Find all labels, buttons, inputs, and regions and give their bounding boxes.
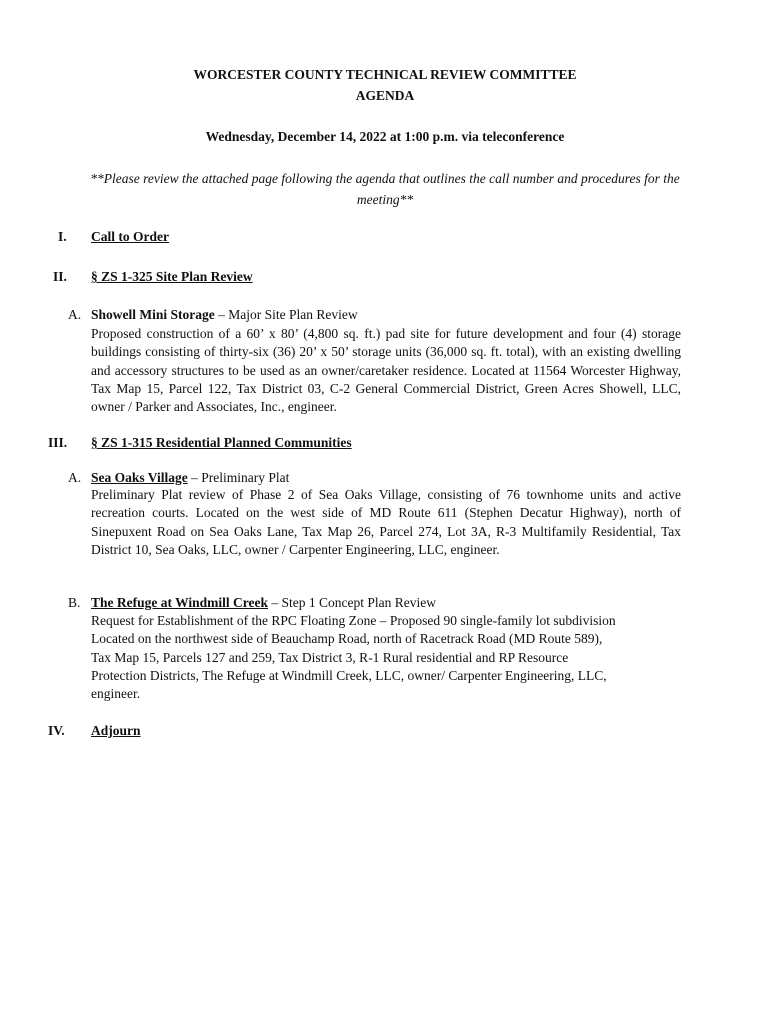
section-title-call-to-order: Call to Order xyxy=(91,229,169,244)
project-name: Sea Oaks Village xyxy=(91,470,188,485)
description-line: Request for Establishment of the RPC Floating Zone – Proposed 90 single-family lot subdivision xyxy=(91,613,616,628)
meeting-date: Wednesday, December 14, 2022 at 1:00 p.m. via teleconference xyxy=(205,129,565,144)
review-type: – Preliminary Plat xyxy=(187,470,290,485)
description-line: engineer. xyxy=(91,686,141,702)
section-title-residential-planned-communities: § ZS 1-315 Residential Planned Communities xyxy=(91,435,352,450)
committee-title: WORCESTER COUNTY TECHNICAL REVIEW COMMITTEE xyxy=(193,67,577,82)
item-letter: A. xyxy=(68,307,82,322)
project-name: The Refuge at Windmill Creek xyxy=(91,595,269,610)
review-type: – Major Site Plan Review xyxy=(214,307,358,322)
agenda-title: AGENDA xyxy=(355,88,415,103)
section-number: II. xyxy=(53,269,67,284)
section-number: I. xyxy=(58,229,67,244)
item-heading xyxy=(91,469,289,487)
review-type: – Step 1 Concept Plan Review xyxy=(268,595,436,610)
section-number: IV. xyxy=(48,723,65,738)
item-description: Preliminary Plat review of Phase 2 of Sea Oaks Village, consisting of 76 townhome units and active recreation courts. Located on the west side of MD Route 611 (Stephen Decatur Highway), north of Sinepuxent Road on Sea Oaks Lane, Tax Map 26, Parcel 274, Lot 3A, R-3 Multifamily Residential, Tax District 10, Sea Oaks, LLC, owner / Carpenter Engineering, LLC, engineer. xyxy=(91,487,681,557)
item-description xyxy=(91,612,681,703)
section-number: III. xyxy=(48,435,68,450)
description-line: Located on the northwest side of Beauchamp Road, north of Racetrack Road (MD Route 589), xyxy=(91,631,603,647)
section-title-adjourn: Adjourn xyxy=(91,723,141,738)
item-letter: B. xyxy=(68,595,81,610)
description-line: Protection Districts, The Refuge at Windmill Creek, LLC, owner/ Carpenter Engineering, LLC, xyxy=(91,667,607,683)
item-heading xyxy=(91,306,358,324)
project-name: Showell Mini Storage xyxy=(91,307,215,322)
item-heading xyxy=(91,594,436,612)
item-description: Proposed construction of a 60’ x 80’ (4,800 sq. ft.) pad site for future development and four (4) storage buildings consisting of thirty-six (36) 20’ x 50’ storage units (36,000 sq. ft. total), with an existing dwelling and accessory structures to be used as an owner/caretaker residence. Located at 11564 Worcester Highway, Tax Map 15, Parcel 122, Tax District 03, C-2 General Commercial District, Green Acres Showell, LLC, owner / Parker and Associates, Inc., engineer. xyxy=(91,326,681,415)
description-line: Tax Map 15, Parcels 127 and 259, Tax District 3, R-1 Rural residential and RP Resource xyxy=(91,649,569,665)
section-title-site-plan-review: § ZS 1-325 Site Plan Review xyxy=(91,269,253,284)
item-letter: A. xyxy=(68,470,82,485)
review-note: **Please review the attached page following the agenda that outlines the call number and procedures for the meeting** xyxy=(90,171,680,207)
